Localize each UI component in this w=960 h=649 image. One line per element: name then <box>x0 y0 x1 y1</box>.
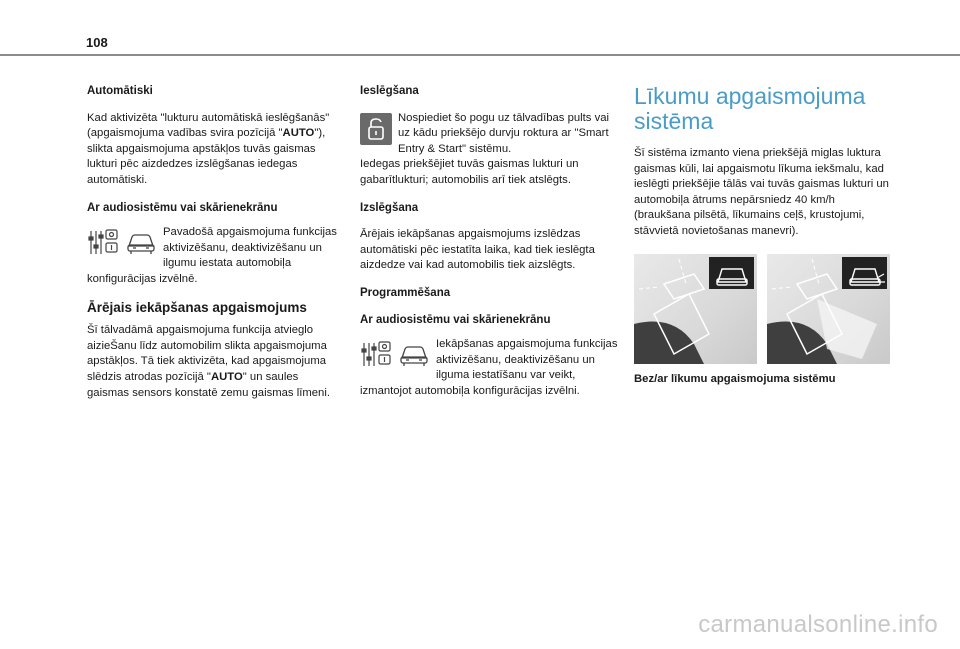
settings-sliders-icon <box>360 339 392 375</box>
column-middle <box>360 84 618 400</box>
illustration-caption: Bez/ar līkumu apgaismojuma sistēmu <box>634 372 836 385</box>
exterior-text-part2: " un saules gaismas sensors konstatē zemu gaismas līmeni. <box>87 370 330 399</box>
switch-on-text: Nospiediet šo pogu uz tālvadības pults vai uz kādu priekšējo durvju roktura ar "Smart Entry & Start" sistēmu. <box>398 111 610 155</box>
programming-heading: Programmēšana <box>360 286 451 299</box>
exterior-text-bold: AUTO <box>210 370 243 383</box>
automatic-text-part2: "), slikta apgaismojuma apstākļos tuvās gaismas lukturi pēc aizdedzes izslēgšanas iedegas automātiski. <box>87 127 326 186</box>
top-rule <box>0 54 960 56</box>
illustration-with-cornering-light <box>767 254 890 364</box>
cornering-light-text: Šī sistēma izmanto viena priekšējā miglas luktura gaismas kūli, lai apgaismotu līkuma iekšmalu, kad ieslēgti priekšējie tālās vai tuvās gaismas lukturi un automobiļa ātrums nepārsniedz 40 km/h (braukšana pilsētā, līkumains ceļš, krustojumi, stāvvietā novietošanas manevri). <box>634 147 889 237</box>
column-right <box>634 84 890 387</box>
switch-off-heading: Izslēgšana <box>360 201 419 214</box>
switch-on-block <box>360 111 618 189</box>
automatic-text <box>87 111 343 189</box>
page-number: 108 <box>86 35 108 50</box>
exterior-lighting-text <box>87 323 343 401</box>
switch-off-text: Ārējais iekāpšanas apgaismojums izslēdzas automātiski pēc iestatīta laika, kad tiek ieslēgta aizdedze vai kad automobilis tiek aizslēgts. <box>360 228 595 272</box>
audio-text-2: Iekāpšanas apgaismojuma funkcijas aktivizēšanu, deaktivizēšanu un ilguma iestatīšanu var veikt, izmantojot automobiļa konfigurācijas izvēlni. <box>360 338 618 397</box>
exterior-text-part1: Šī tālvadāmā apgaismojuma funkcija atvieglo aizieŠanu līdz automobilim slikta apgaismojuma apstākļos. Tā tiek aktivizēta, kad apgaismojuma slēdzis atrodas pozīcijā " <box>87 324 327 383</box>
car-icon <box>398 339 430 375</box>
cornering-light-title: Līkumu apgaismojuma sistēma <box>634 83 866 134</box>
audio-heading-1: Ar audiosistēmu vai skārienekrānu <box>87 201 278 214</box>
exterior-lighting-heading: Ārējais iekāpšanas apgaismojums <box>87 299 307 315</box>
settings-sliders-icon <box>87 227 119 263</box>
car-icon <box>125 227 157 263</box>
lock-button-icon <box>360 113 392 145</box>
automatic-text-bold: AUTO <box>282 127 315 140</box>
switch-on-heading: Ieslēgšana <box>360 85 419 97</box>
audio-block-2 <box>360 337 618 399</box>
cornering-illustrations <box>634 254 890 364</box>
audio-heading-2: Ar audiosistēmu vai skārienekrānu <box>360 313 551 326</box>
switch-on-text-2: Iedegas priekšējiet tuvās gaismas lukturi un gabarītlukturi; automobilis arī tiek atslēgts. <box>360 158 579 186</box>
column-left <box>87 84 343 413</box>
automatic-heading: Automātiski <box>87 85 153 97</box>
audio-block-1 <box>87 225 343 287</box>
watermark: carmanualsonline.info <box>698 611 938 638</box>
automatic-text-part1: Kad aktivizēta "lukturu automātiskā ieslēgšanās" (apgaismojuma vadības svira pozīcijā " <box>87 111 330 140</box>
illustration-without-cornering-light <box>634 254 757 364</box>
audio-text-1: Pavadošā apgaismojuma funkcijas aktivizēšanu, deaktivizēšanu un ilgumu iestata automobiļa konfigurācijas izvēlnē. <box>87 226 337 285</box>
